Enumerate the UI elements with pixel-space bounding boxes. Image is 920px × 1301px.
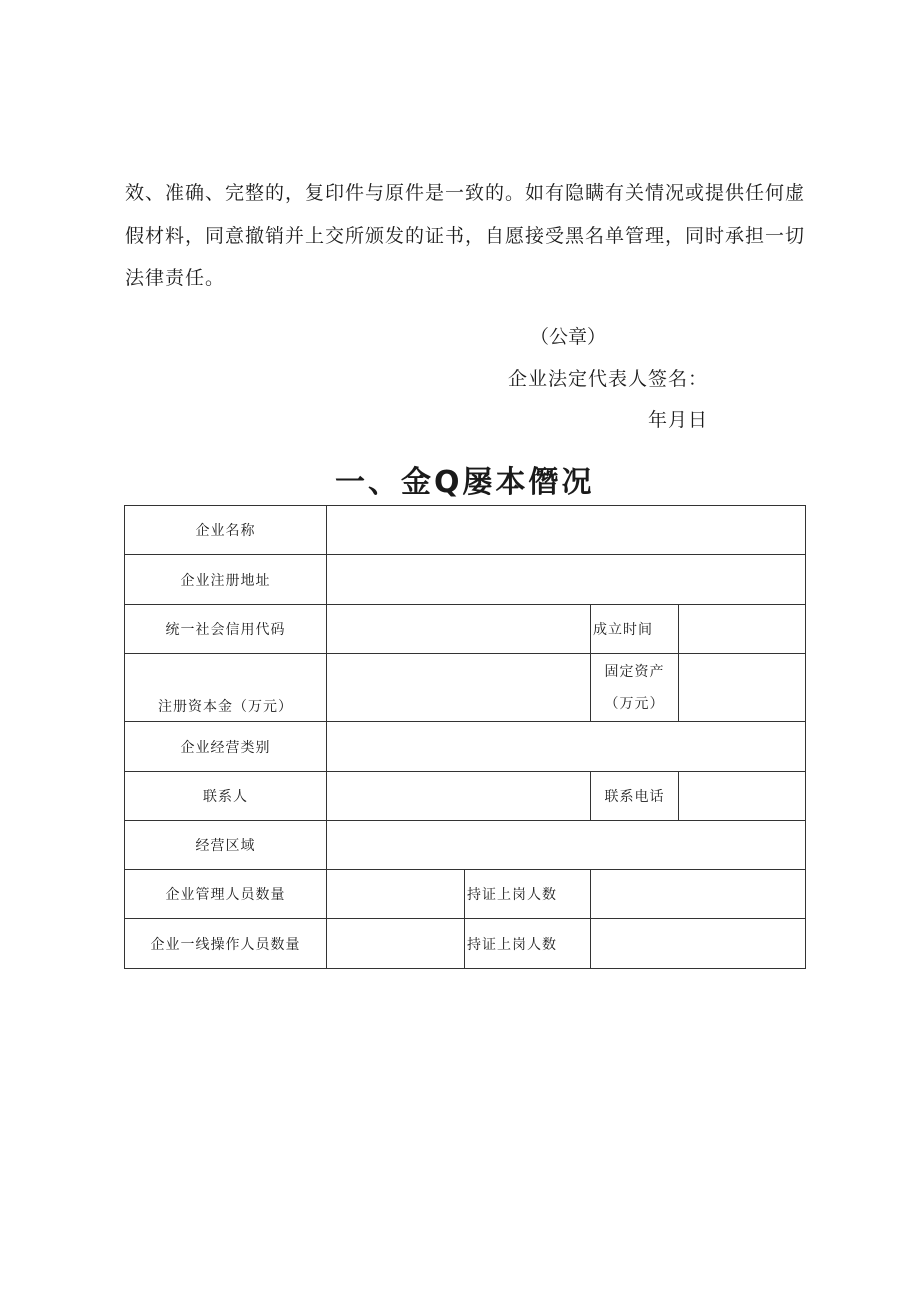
- table-row: [125, 605, 806, 654]
- established-time-value: [679, 605, 806, 654]
- table-row: [125, 919, 806, 969]
- table-row: [125, 555, 806, 605]
- established-time-label: 成立时间: [591, 605, 679, 654]
- registered-address-value: [327, 555, 806, 605]
- credit-code-label: 统一社会信用代码: [125, 605, 327, 654]
- contact-person-value: [327, 772, 591, 821]
- table-row: [125, 870, 806, 919]
- legal-representative-signature-label: 企业法定代表人签名：: [508, 368, 709, 390]
- table-row: [125, 821, 806, 870]
- business-area-label: 经营区域: [125, 821, 327, 870]
- company-info-table: [124, 505, 806, 969]
- credit-code-value: [327, 605, 591, 654]
- registered-capital-label: 注册资本金（万元）: [125, 654, 327, 722]
- declaration-line-3: 法律责任。: [125, 267, 226, 289]
- official-seal-label: （公章）: [530, 326, 607, 348]
- fixed-assets-label: [591, 654, 679, 722]
- date-label: 年月日: [648, 409, 709, 431]
- contact-phone-value: [679, 772, 806, 821]
- frontline-count-value: [327, 919, 465, 969]
- declaration-line-2: 假材料，同意撤销并上交所颁发的证书，自愿接受黑名单管理，同时承担一切: [125, 225, 806, 247]
- management-count-label: 企业管理人员数量: [125, 870, 327, 919]
- frontline-count-label: 企业一线操作人员数量: [125, 919, 327, 969]
- table-row: [125, 654, 806, 722]
- company-name-value: [327, 506, 806, 555]
- fixed-assets-label-line-1: 固定资产: [604, 663, 665, 680]
- contact-person-label: 联系人: [125, 772, 327, 821]
- business-category-label: 企业经营类别: [125, 722, 327, 772]
- certified-count-value: [591, 919, 806, 969]
- fixed-assets-value: [679, 654, 806, 722]
- table-row: [125, 772, 806, 821]
- certified-count-label: 持证上岗人数: [465, 919, 591, 969]
- management-count-value: [327, 870, 465, 919]
- certified-count-value: [591, 870, 806, 919]
- table-row: [125, 506, 806, 555]
- declaration-line-1: 效、准确、完整的，复印件与原件是一致的。如有隐瞒有关情况或提供任何虚: [125, 182, 806, 204]
- registered-address-label: 企业注册地址: [125, 555, 327, 605]
- section-title: 一、金Q屡本僭况: [335, 465, 595, 500]
- company-name-label: 企业名称: [125, 506, 327, 555]
- business-category-value: [327, 722, 806, 772]
- business-area-value: [327, 821, 806, 870]
- fixed-assets-label-line-2: （万元）: [604, 695, 665, 712]
- contact-phone-label: 联系电话: [591, 772, 679, 821]
- registered-capital-value: [327, 654, 591, 722]
- table-row: [125, 722, 806, 772]
- certified-count-label: 持证上岗人数: [465, 870, 591, 919]
